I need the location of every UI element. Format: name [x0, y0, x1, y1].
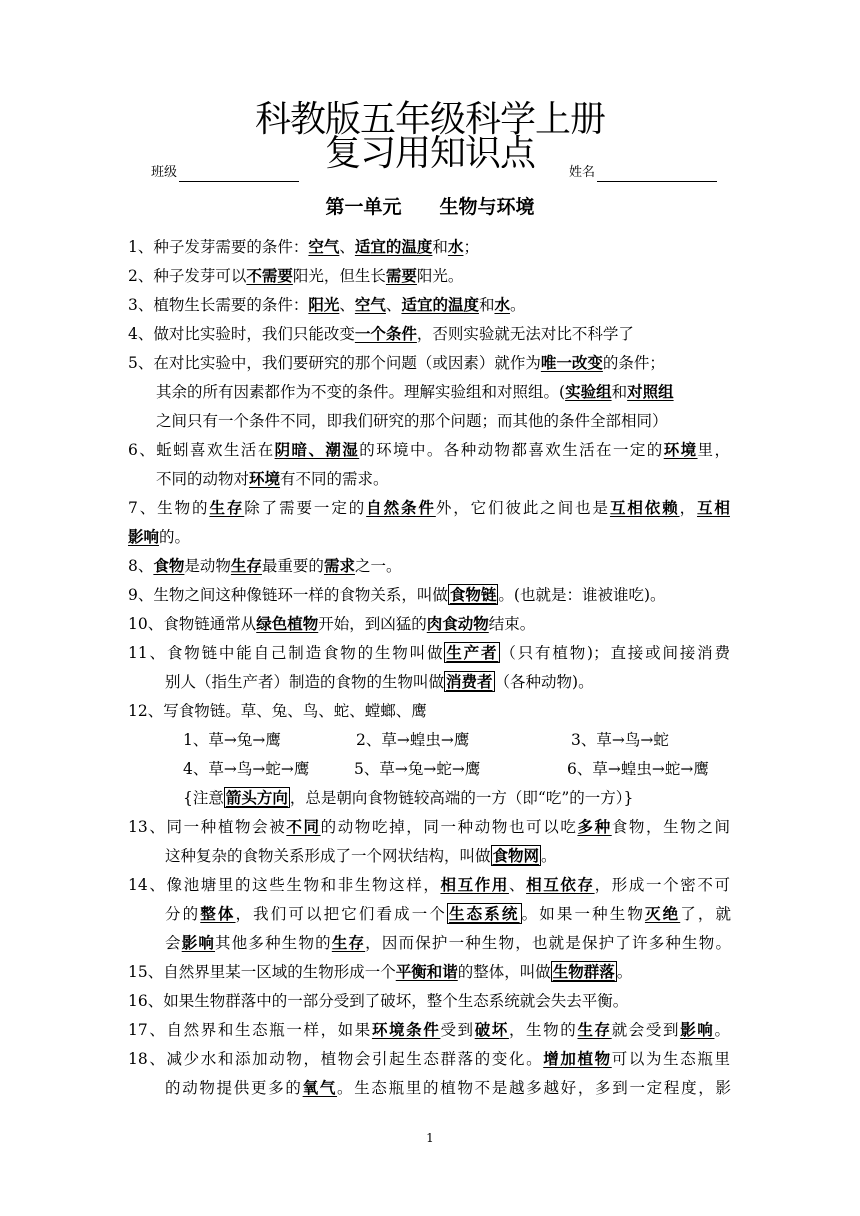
text-segment: 。如果一种生物	[521, 905, 645, 923]
food-chain-1: 1、草→兔→鹰	[183, 731, 281, 749]
point-line	[128, 265, 463, 287]
key-term: 肉食动物	[426, 614, 489, 633]
doc-title-line-2: 复习用知识点	[324, 133, 535, 174]
text-segment: 之一。	[354, 557, 402, 575]
point-line	[183, 787, 633, 809]
point-line	[128, 613, 535, 635]
text-segment: 是动物	[184, 557, 231, 575]
boxed-key-term: 生物群落	[552, 962, 615, 981]
point-line	[165, 1077, 731, 1099]
key-term: 相互依存	[526, 875, 595, 894]
text-segment: ；	[463, 238, 479, 256]
text-segment: 别人（指生产者）制造的食物的生物叫做	[165, 673, 445, 691]
key-term: 影响	[680, 1020, 715, 1039]
text-segment: 里，	[697, 441, 730, 459]
name-field[interactable]	[569, 164, 717, 182]
boxed-key-term: 生态系统	[449, 904, 520, 923]
key-term: 一个条件	[354, 324, 417, 343]
text-segment: 的动物吃掉，同一种动物也可以吃	[320, 818, 578, 836]
unit-heading: 第一单元 生物与环境	[325, 196, 535, 218]
point-line	[165, 845, 557, 867]
text-segment: 。(也就是：谁被谁吃)。	[498, 586, 666, 604]
key-term: 环境	[663, 440, 698, 459]
text-segment: 11、食物链中能自己制造食物的生物叫做	[128, 644, 445, 662]
key-term: 生存	[209, 498, 245, 517]
key-term: 需求	[323, 556, 355, 575]
doc-title-line-1: 科教版五年级科学上册	[254, 99, 605, 140]
key-term: 自然条件	[366, 498, 436, 517]
text-segment: 的。	[159, 528, 191, 546]
boxed-key-term: 生产者	[446, 643, 499, 662]
key-term: 相互作用	[440, 875, 509, 894]
point-line	[128, 1048, 730, 1070]
point-line	[128, 961, 632, 983]
point-line	[165, 903, 731, 925]
point-line	[128, 990, 628, 1012]
text-segment: 7、生物的	[128, 499, 210, 517]
text-segment: 6、蚯蚓喜欢生活在	[128, 441, 275, 459]
text-segment: 就会受到	[611, 1021, 681, 1039]
key-term: 生存	[577, 1020, 612, 1039]
key-term: 适宜的温度	[401, 295, 479, 314]
key-term: 需要	[385, 266, 417, 285]
key-term: 不同	[286, 817, 321, 836]
key-term: 唯一改变	[540, 353, 603, 372]
text-segment: 15、自然界里某一区域的生物形成一个	[128, 963, 396, 981]
text-segment: 10、食物链通常从	[128, 615, 257, 633]
text-segment: 18、减少水和添加动物，植物会引起生态群落的变化。	[128, 1050, 544, 1068]
key-term: 破坏	[474, 1020, 509, 1039]
text-segment: 。	[541, 847, 557, 865]
key-term: 阳光	[308, 295, 340, 314]
text-segment: 外，它们彼此之间也是	[435, 499, 610, 517]
key-term: 生存	[230, 556, 262, 575]
class-field[interactable]	[151, 164, 299, 182]
name-label: 姓名	[569, 165, 596, 180]
point-line	[128, 816, 730, 838]
text-segment: 和	[478, 296, 495, 314]
key-term: 实验组	[565, 382, 612, 401]
text-segment: 16、如果生物群落中的一部分受到了破坏，整个生态系统就会失去平衡。	[128, 992, 629, 1010]
text-segment: 4、做对比实验时，我们只能改变	[128, 325, 355, 343]
food-chain-3: 3、草→鸟→蛇	[571, 731, 669, 749]
text-segment: 1、种子发芽需要的条件：	[128, 238, 309, 256]
point-line	[128, 555, 401, 577]
text-segment: 除了需要一定的	[244, 499, 367, 517]
text-segment: 分的	[165, 905, 201, 923]
point-line	[156, 468, 389, 490]
text-segment: 之间只有一个条件不同，即我们研究的那个问题；而其他的条件全部相同）	[156, 412, 668, 430]
point-line	[156, 381, 674, 403]
boxed-key-term: 消费者	[446, 672, 493, 691]
point-line	[128, 642, 730, 664]
text-segment: 结束。	[488, 615, 536, 633]
point-line	[165, 671, 594, 693]
text-segment: 其他多种生物的	[215, 934, 332, 952]
text-segment: 的整体，叫做	[457, 963, 551, 981]
text-segment: 8、	[128, 557, 154, 575]
key-term: 空气	[308, 237, 340, 256]
boxed-key-term: 食物链	[449, 585, 497, 604]
text-segment: 3、植物生长需要的条件：	[128, 296, 309, 314]
text-segment: 的动物提供更多的	[165, 1079, 303, 1097]
food-chain-5: 5、草→兔→蛇→鹰	[354, 760, 481, 778]
key-term: 互相依赖	[609, 498, 680, 517]
text-segment: 13、同一种植物会被	[128, 818, 287, 836]
key-term: 整体	[200, 904, 236, 923]
key-term: 水	[494, 295, 510, 314]
text-segment: ，生物的	[508, 1021, 578, 1039]
text-segment: （各种动物)。	[494, 673, 594, 691]
text-segment: ，因而保护一种生物，也就是保护了许多种生物。	[365, 934, 731, 952]
point-line	[128, 526, 190, 548]
boxed-key-term: 箭头方向	[225, 788, 288, 807]
text-segment: 阳光，但生长	[292, 267, 386, 285]
text-segment: 不同的动物对	[156, 470, 250, 488]
point-line	[128, 1019, 730, 1041]
text-segment: 。	[509, 296, 526, 314]
food-chain-2: 2、草→蝗虫→鹰	[356, 731, 470, 749]
key-term: 阴暗、潮湿	[274, 440, 360, 459]
text-segment: 食物，生物之间	[611, 818, 730, 836]
key-term: 影响	[128, 527, 160, 546]
point-line	[128, 352, 665, 374]
text-segment: 会	[165, 934, 182, 952]
text-segment: {注意	[183, 789, 224, 807]
key-term: 对照组	[627, 382, 674, 401]
text-segment: 、	[385, 296, 402, 314]
text-segment: 这种复杂的食物关系形成了一个网状结构，叫做	[165, 847, 491, 865]
text-segment: 。生态瓶里的植物不是越多越好，多到一定程度，影	[337, 1079, 731, 1097]
key-term: 空气	[354, 295, 386, 314]
key-term: 多种	[577, 817, 612, 836]
text-segment: 5、在对比实验中，我们要研究的那个问题（或因素）就作为	[128, 354, 541, 372]
text-segment: 其余的所有因素都作为不变的条件。理解实验组和对照组。(	[156, 383, 566, 401]
key-term: 水	[447, 237, 464, 256]
key-term: 环境	[249, 469, 281, 488]
name-blank[interactable]	[597, 166, 717, 182]
text-segment: 的环境中。各种动物都喜欢生活在一定的	[359, 441, 664, 459]
text-segment: 14、像池塘里的这些生物和非生物这样，	[128, 876, 441, 894]
text-segment: 的条件；	[602, 354, 665, 372]
point-line	[156, 410, 668, 432]
key-term: 影响	[181, 933, 216, 952]
key-term: 生存	[331, 933, 366, 952]
text-segment: 阳光。	[416, 267, 464, 285]
text-segment: 12、写食物链。草、兔、鸟、蛇、螳螂、鹰	[128, 702, 427, 720]
point-line	[128, 439, 730, 461]
text-segment: 和	[432, 238, 448, 256]
point-line	[128, 584, 666, 606]
text-segment: ，我们可以把它们看成一个	[235, 905, 448, 923]
point-line	[165, 932, 731, 954]
boxed-key-term: 食物网	[492, 846, 540, 865]
text-segment: 2、种子发芽可以	[128, 267, 247, 285]
point-line	[128, 874, 730, 896]
class-label: 班级	[151, 165, 178, 180]
text-segment: 。	[714, 1021, 730, 1039]
key-term: 食物	[153, 556, 185, 575]
key-term: 平衡和谐	[395, 962, 458, 981]
food-chain-4: 4、草→鸟→蛇→鹰	[183, 760, 310, 778]
text-segment: 、	[508, 876, 527, 894]
key-term: 不需要	[246, 266, 293, 285]
text-segment: ，	[679, 499, 698, 517]
key-term: 氧气	[302, 1078, 338, 1097]
text-segment: （只有植物)；直接或间接消费	[500, 644, 730, 662]
key-term: 增加植物	[543, 1049, 612, 1068]
text-segment: 。	[616, 963, 633, 981]
point-line	[128, 700, 427, 722]
text-segment: ，总是朝向食物链较高端的一方（即“吃”的一方）}	[289, 789, 634, 807]
point-line	[128, 294, 526, 316]
text-segment: 、	[339, 238, 355, 256]
key-term: 灭绝	[644, 904, 681, 923]
point-line	[128, 323, 634, 345]
text-segment: 有不同的需求。	[280, 470, 389, 488]
text-segment: 、	[339, 296, 355, 314]
text-segment: 9、生物之间这种像链环一样的食物关系，叫做	[128, 586, 448, 604]
text-segment: 可以为生态瓶里	[611, 1050, 730, 1068]
text-segment: 17、自然界和生态瓶一样，如果	[128, 1021, 372, 1039]
point-line	[128, 236, 479, 258]
key-term: 绿色植物	[256, 614, 319, 633]
key-term: 环境条件	[371, 1020, 441, 1039]
text-segment: ，形成一个密不可	[594, 876, 730, 894]
text-segment: 开始，到凶猛的	[318, 615, 427, 633]
point-line	[128, 497, 730, 519]
key-term: 互相	[697, 498, 730, 517]
class-blank[interactable]	[179, 166, 299, 182]
food-chain-6: 6、草→蝗虫→蛇→鹰	[567, 760, 709, 778]
text-segment: ，否则实验就无法对比不科学了	[416, 325, 634, 343]
key-term: 适宜的温度	[354, 237, 433, 256]
page-number: 1	[426, 1131, 434, 1145]
text-segment: 最重要的	[261, 557, 324, 575]
text-segment: 了，就	[680, 905, 731, 923]
text-segment: 和	[611, 383, 628, 401]
text-segment: 受到	[440, 1021, 475, 1039]
